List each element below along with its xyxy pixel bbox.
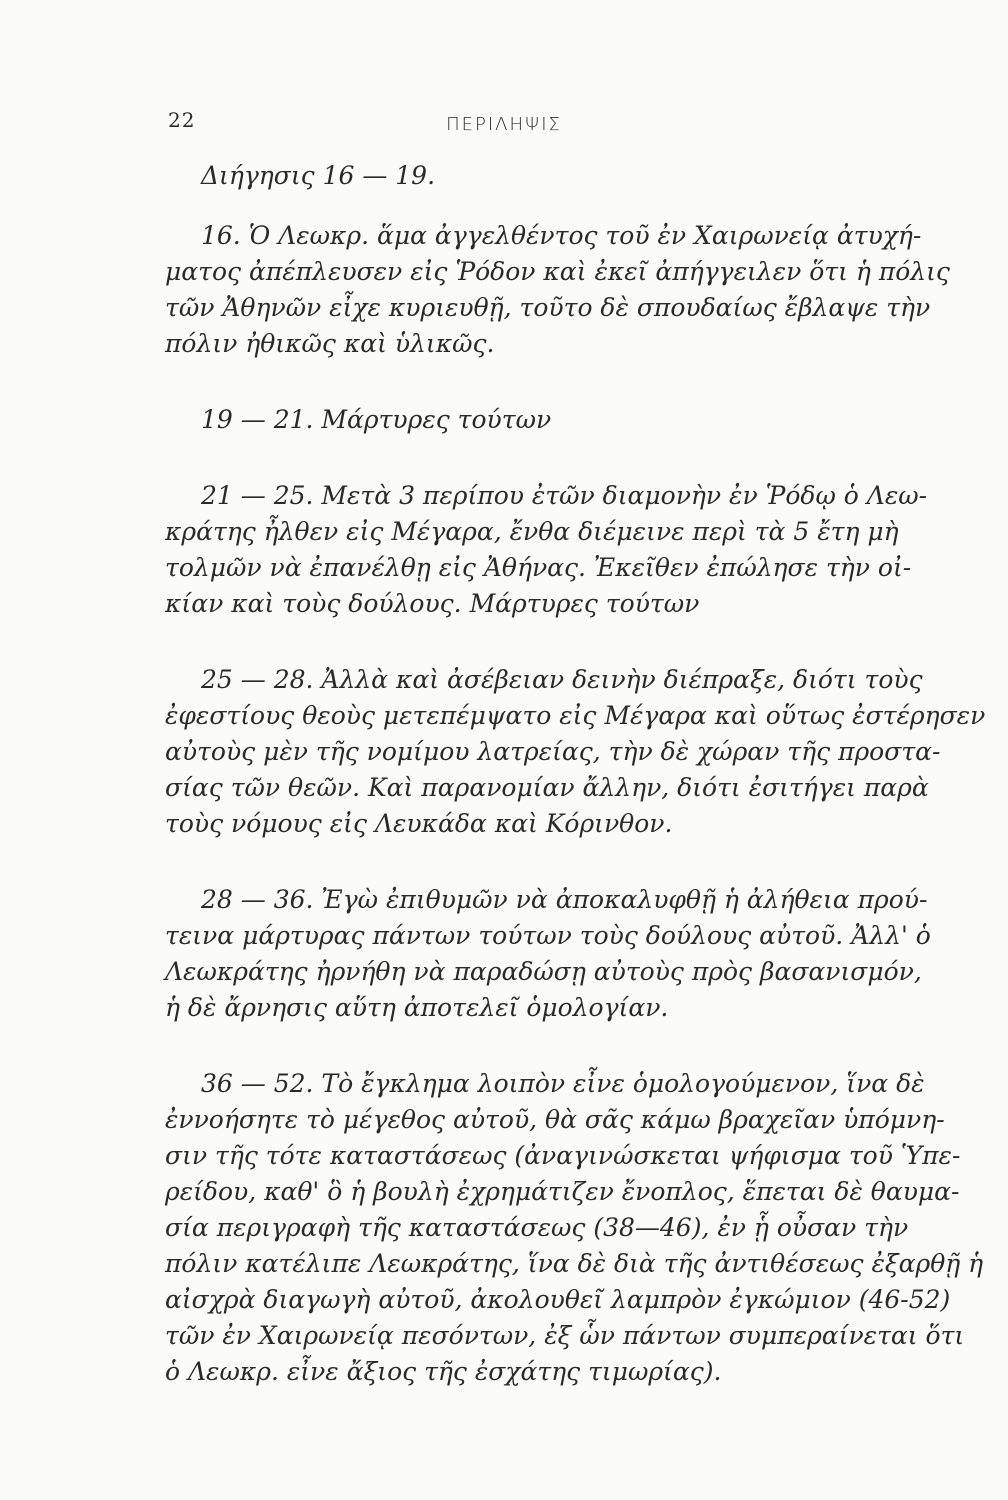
text-line: αὐτοὺς μὲν τῆς νομίμου λατρείας, τὴν δὲ χώραν τῆς προστα- <box>165 737 941 766</box>
text-line: τολμῶν νὰ ἐπανέλθῃ εἰς Ἀθήνας. Ἐκεῖθεν ἐπώλησε τὴν οἰ- <box>165 553 912 582</box>
paragraph <box>165 882 931 1026</box>
text-line: σιν τῆς τότε καταστάσεως (ἀναγινώσκεται ψήφισμα τοῦ Ὑπε- <box>165 1141 961 1170</box>
text-line: ἡ δὲ ἄρνησις αὕτη ἀποτελεῖ ὁμολογίαν. <box>165 993 669 1022</box>
paragraph <box>165 402 885 438</box>
text-line: 21 — 25. Μετὰ 3 περίπου ἐτῶν διαμονὴν ἐν Ῥόδῳ ὁ Λεω- <box>201 481 928 510</box>
running-title: ΠΕΡΙΛΗΨΙΣ <box>446 114 562 135</box>
paragraph <box>165 662 986 842</box>
text-line: τοὺς νόμους εἰς Λευκάδα καὶ Κόρινθον. <box>165 809 673 838</box>
text-line: αἰσχρὰ διαγωγὴ αὐτοῦ, ἀκολουθεῖ λαμπρὸν ἐγκώμιον (46-52) <box>165 1285 951 1314</box>
paragraph <box>165 1066 984 1390</box>
text-line: ἐννοήσητε τὸ μέγεθος αὐτοῦ, θὰ σᾶς κάμω βραχεῖαν ὑπόμνη- <box>165 1105 945 1134</box>
text-line: τῶν ἐν Χαιρωνείᾳ πεσόντων, ἐξ ὧν πάντων συμπεραίνεται ὅτι <box>165 1321 965 1350</box>
text-line: 19 — 21. Μάρτυρες τούτων <box>201 405 552 434</box>
text-line: σία περιγραφὴ τῆς καταστάσεως (38—46), ἐν ᾗ οὖσαν τὴν <box>165 1213 909 1242</box>
text-line: πόλιν ἠθικῶς καὶ ὑλικῶς. <box>165 329 495 358</box>
text-line: ρείδου, καθ' ὃ ἡ βουλὴ ἐχρημάτιζεν ἔνοπλος, ἕπεται δὲ θαυμα- <box>165 1177 960 1206</box>
text-line: ματος ἀπέπλευσεν εἰς Ῥόδον καὶ ἐκεῖ ἀπήγγειλεν ὅτι ἡ πόλις <box>165 257 950 286</box>
text-line: ὁ Λεωκρ. εἶνε ἄξιος τῆς ἐσχάτης τιμωρίας). <box>165 1357 722 1386</box>
section-subtitle: Διήγησις 16 — 19. <box>201 161 436 190</box>
text-line: 25 — 28. Ἀλλὰ καὶ ἀσέβειαν δεινὴν διέπραξε, διότι τοὺς <box>201 665 923 694</box>
text-line: τεινα μάρτυρας πάντων τούτων τοὺς δούλους αὐτοῦ. Ἀλλ' ὁ <box>165 921 931 950</box>
text-line: τῶν Ἀθηνῶν εἶχε κυριευθῇ, τοῦτο δὲ σπουδαίως ἔβλαψε τὴν <box>165 293 931 322</box>
text-line: κράτης ἦλθεν εἰς Μέγαρα, ἔνθα διέμεινε περὶ τὰ 5 ἔτη μὴ <box>165 517 899 546</box>
text-line: πόλιν κατέλιπε Λεωκράτης, ἵνα δὲ διὰ τῆς ἀντιθέσεως ἐξαρθῇ ἡ <box>165 1249 984 1278</box>
text-line: 36 — 52. Τὸ ἔγκλημα λοιπὸν εἶνε ὁμολογούμενον, ἵνα δὲ <box>201 1069 925 1098</box>
paragraph <box>165 478 928 622</box>
text-line: ἐφεστίους θεοὺς μετεπέμψατο εἰς Μέγαρα καὶ οὕτως ἐστέρησεν <box>165 701 986 730</box>
summary-text <box>165 158 986 1390</box>
text-line: Λεωκράτης ἠρνήθη νὰ παραδώσῃ αὐτοὺς πρὸς βασανισμόν, <box>165 957 922 986</box>
text-line: 28 — 36. Ἐγὼ ἐπιθυμῶν νὰ ἀποκαλυφθῇ ἡ ἀλήθεια πρού- <box>201 885 928 914</box>
paragraph <box>165 218 950 362</box>
text-line: κίαν καὶ τοὺς δούλους. Μάρτυρες τούτων <box>165 589 700 618</box>
page-number: 22 <box>168 108 196 132</box>
text-line: σίας τῶν θεῶν. Καὶ παρανομίαν ἄλλην, διότι ἐσιτήγει παρὰ <box>165 773 929 802</box>
text-line: 16. Ὁ Λεωκρ. ἅμα ἀγγελθέντος τοῦ ἐν Χαιρωνείᾳ ἀτυχή- <box>201 221 922 250</box>
